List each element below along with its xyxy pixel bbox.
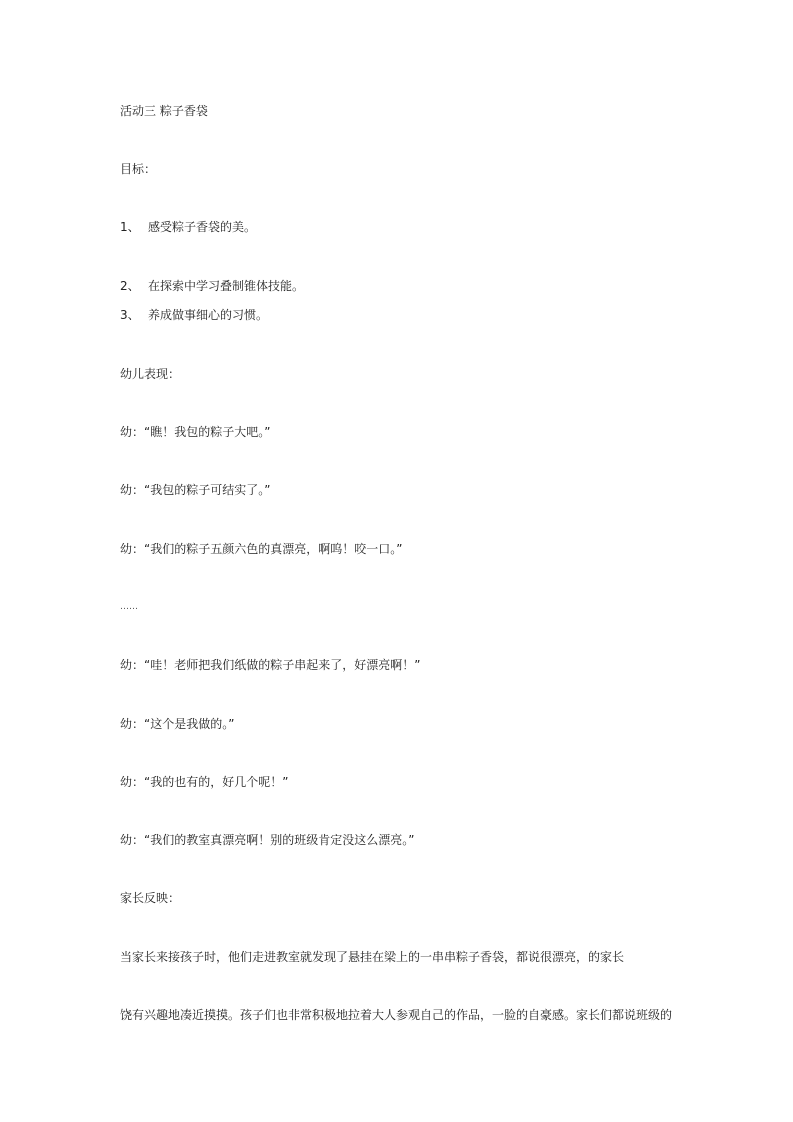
- child-quote: 幼：“哇！老师把我们纸做的粽子串起来了，好漂亮啊！”: [120, 658, 421, 672]
- goals-heading: 目标：: [120, 162, 157, 176]
- goal-item: [120, 307, 268, 323]
- goal-number: 1、: [120, 220, 140, 234]
- parent-heading: 家长反映：: [120, 891, 181, 905]
- child-quote: 幼：“这个是我做的。”: [120, 717, 235, 731]
- child-quote: 幼：“瞧！我包的粽子大吧。”: [120, 425, 271, 439]
- ellipsis: ……: [120, 602, 138, 612]
- goal-text: 在探索中学习叠制锥体技能。: [148, 279, 305, 293]
- child-quote: 幼：“我们的粽子五颜六色的真漂亮，啊呜！咬一口。”: [120, 542, 403, 556]
- activity-title: 活动三 粽子香袋: [120, 104, 208, 118]
- child-quote: 幼：“我的也有的，好几个呢！”: [120, 775, 289, 789]
- goal-item: [120, 278, 304, 294]
- parent-paragraph-line: 饶有兴趣地凑近摸摸。孩子们也非常积极地拉着大人参观自己的作品，一脸的自豪感。家长们都说班级的: [120, 1008, 673, 1022]
- child-quote: 幼：“我包的粽子可结实了。”: [120, 483, 271, 497]
- child-heading: 幼儿表现：: [120, 367, 181, 381]
- child-quote: 幼：“我们的教室真漂亮啊！别的班级肯定没这么漂亮。”: [120, 833, 415, 847]
- goal-text: 养成做事细心的习惯。: [148, 308, 269, 322]
- goal-text: 感受粽子香袋的美。: [148, 220, 257, 234]
- goal-number: 3、: [120, 308, 140, 322]
- goal-number: 2、: [120, 279, 140, 293]
- parent-paragraph-line: 当家长来接孩子时，他们走进教室就发现了悬挂在梁上的一串串粽子香袋，都说很漂亮，的家长: [120, 950, 625, 964]
- goal-item: [120, 219, 256, 235]
